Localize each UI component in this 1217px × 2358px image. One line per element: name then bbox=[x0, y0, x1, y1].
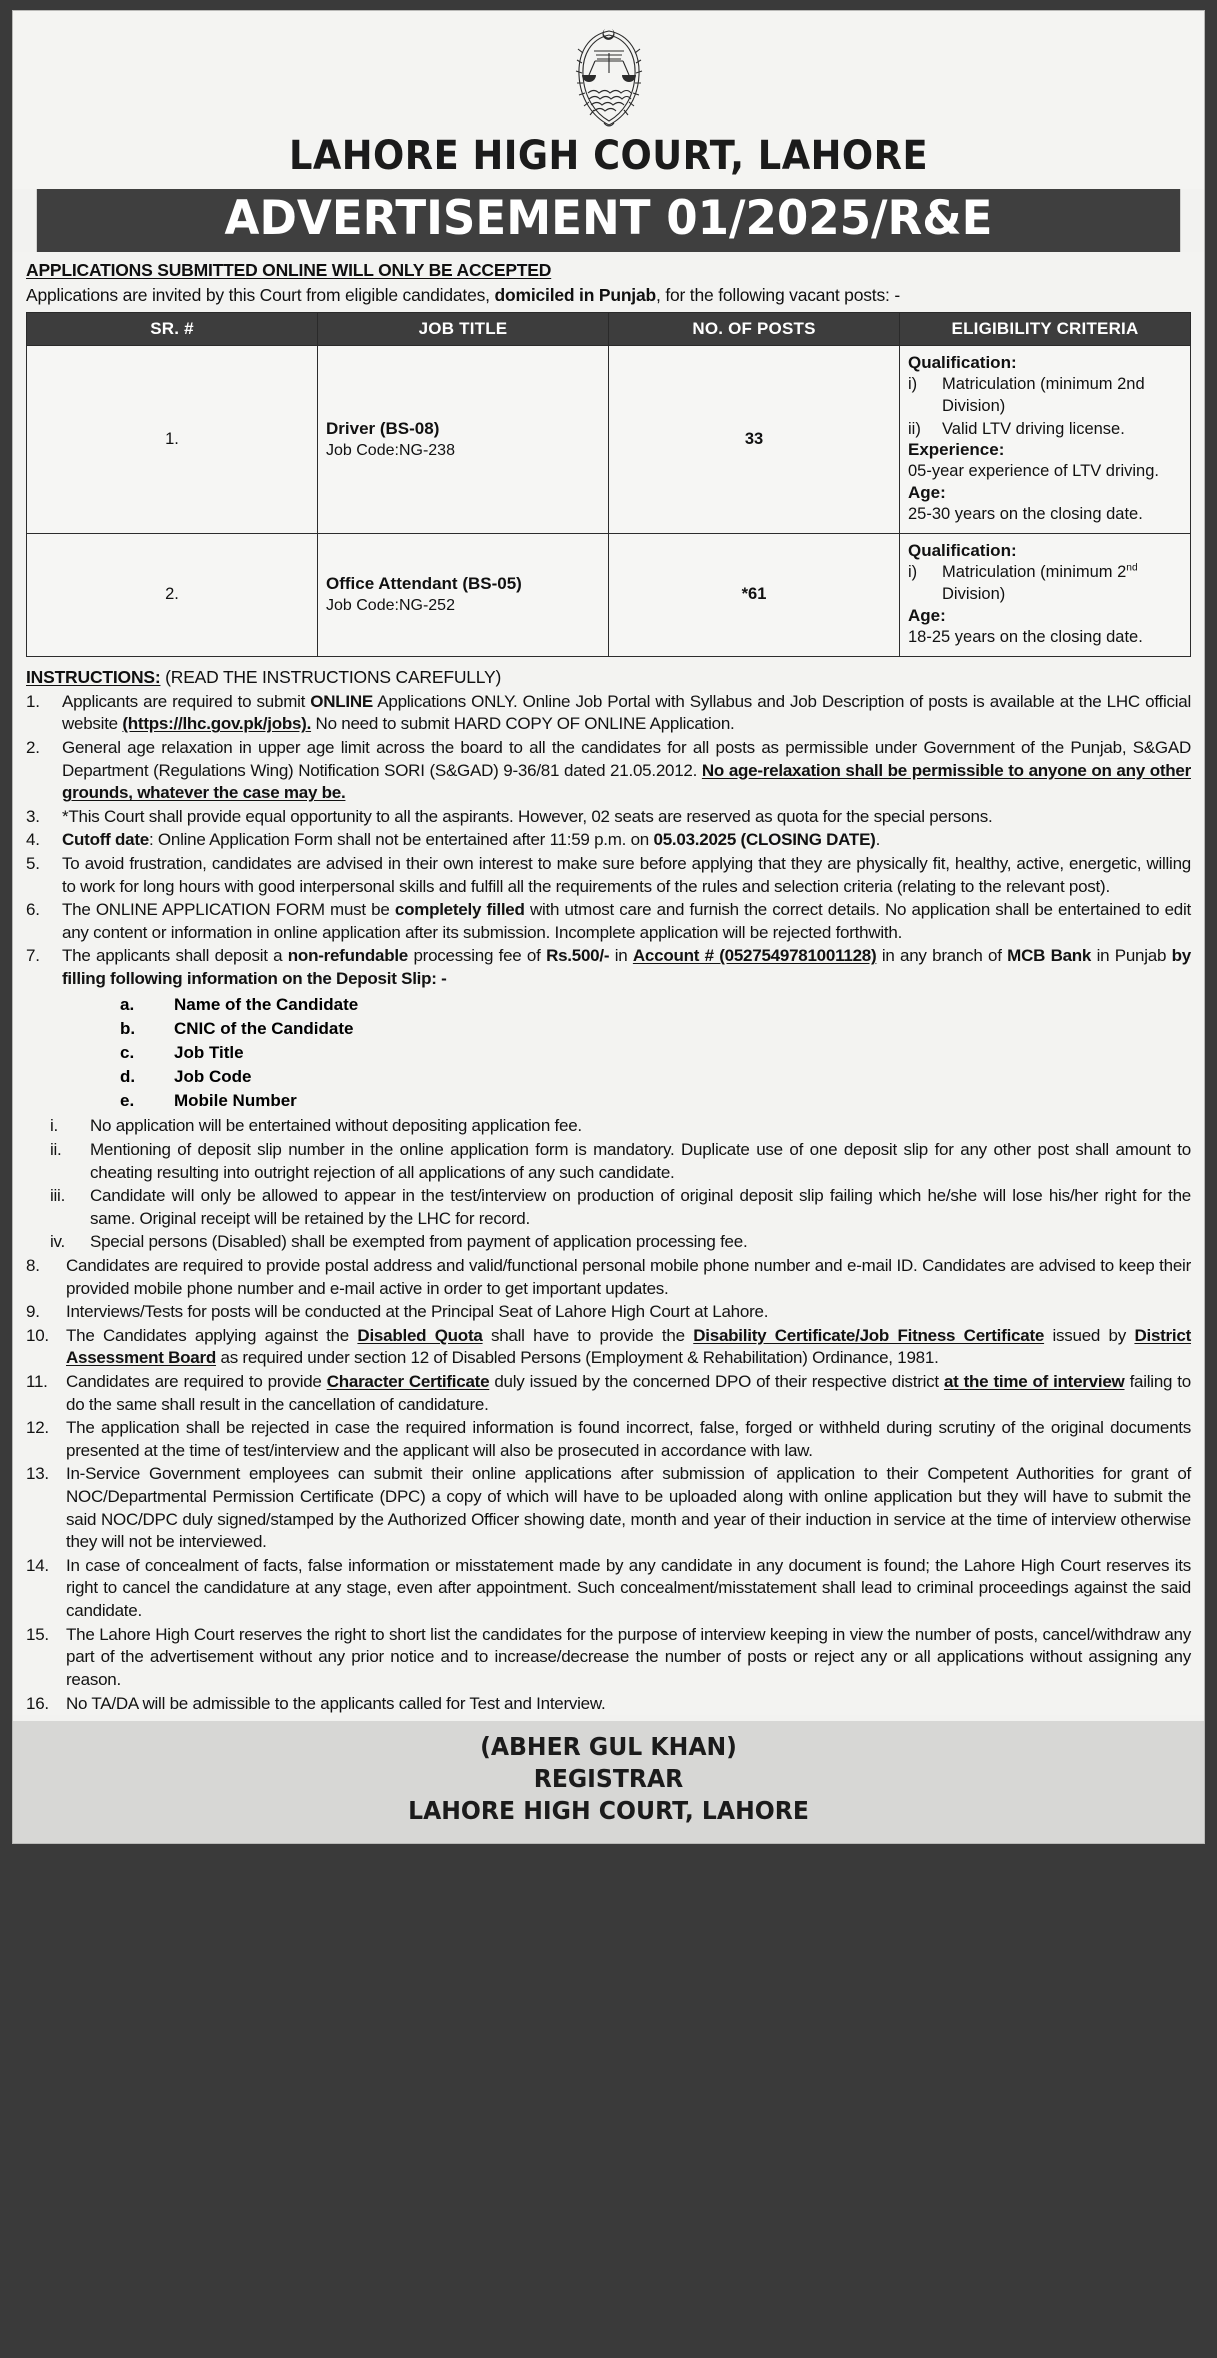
instruction-text-run: The applicants shall deposit a bbox=[62, 946, 288, 966]
instruction-text-run: District Assessment Board bbox=[66, 1325, 1192, 1368]
signatory-name: (ABHER GUL KHAN) bbox=[480, 1732, 737, 1762]
field-label: Job Code bbox=[174, 1067, 252, 1087]
instruction-text-run: *This Court shall provide equal opportunity to all the aspirants. However, 02 seats are reserved as quota for the special persons. bbox=[62, 806, 993, 826]
item-marker: i) bbox=[908, 563, 918, 582]
signatory-designation: REGISTRAR bbox=[533, 1764, 684, 1794]
instructions-label: INSTRUCTIONS: bbox=[26, 666, 161, 687]
vacant-posts-table bbox=[26, 312, 1191, 657]
instruction-text-run: shall have to provide the bbox=[482, 1325, 694, 1345]
qualification-item bbox=[908, 373, 1182, 418]
item-text: Valid LTV driving license. bbox=[942, 419, 1125, 438]
cell-job-title bbox=[318, 534, 609, 657]
instruction-text-run: Candidates are required to provide bbox=[66, 1372, 327, 1391]
fee-note-marker: iv. bbox=[50, 1232, 65, 1252]
fee-note-marker: i. bbox=[50, 1116, 58, 1136]
table-row bbox=[27, 534, 1191, 657]
signature-block bbox=[13, 1721, 1204, 1843]
field-marker: d. bbox=[120, 1067, 136, 1087]
instruction-text-run: . bbox=[875, 830, 881, 850]
instruction-body bbox=[62, 806, 1191, 829]
advertisement-title-bar: ADVERTISEMENT 01/2025/R&E bbox=[37, 189, 1180, 252]
instruction-item bbox=[26, 1255, 1191, 1300]
age-text: 25-30 years on the closing date. bbox=[908, 505, 1143, 524]
fee-note-text: Special persons (Disabled) shall be exempted from payment of application processing fee. bbox=[90, 1232, 748, 1252]
instruction-text-run: Disability Certificate/Job Fitness Certificate bbox=[693, 1325, 1045, 1345]
instruction-text-run: In-Service Government employees can submit their online applications after submission of application to their Competent Authorities for grant of NOC/Departmental Permission Certificate (DPC) a copy of which will have to be uploaded along with online application but they will have to submit the said NOC/DPC duly signed/stamped by the Authorized Officer showing date, month and year of their induction in service at the time of interview otherwise they will not be interviewed. bbox=[66, 1464, 1191, 1552]
experience-text: 05-year experience of LTV driving. bbox=[908, 461, 1159, 480]
instruction-body bbox=[66, 1325, 1191, 1370]
instruction-item bbox=[26, 1555, 1191, 1623]
instruction-body bbox=[66, 1255, 1191, 1300]
instruction-text-run: processing fee of bbox=[408, 946, 547, 966]
instruction-text-run: completely filled bbox=[394, 900, 525, 920]
cell-sr: 1. bbox=[27, 346, 318, 534]
instruction-text-run: in any branch of bbox=[876, 946, 1008, 966]
instruction-body bbox=[66, 1371, 1191, 1416]
column-header-eligibility: ELIGIBILITY CRITERIA bbox=[900, 313, 1191, 346]
instruction-number: 7. bbox=[26, 946, 40, 966]
instruction-number: 8. bbox=[26, 1255, 40, 1275]
instruction-number: 14. bbox=[26, 1555, 49, 1575]
instructions-heading bbox=[26, 663, 1191, 691]
instruction-item bbox=[26, 1417, 1191, 1462]
instruction-text-run: In case of concealment of facts, false information or misstatement made by any candidate in any document is found; the Lahore High Court reserves its right to cancel the candidature at any stage, even after appointment. Such concealment/misstatement shall lead to criminal proceedings against the said candidate. bbox=[66, 1555, 1191, 1621]
fee-note-item bbox=[26, 1139, 1191, 1184]
experience-label: Experience: bbox=[908, 439, 1005, 459]
deposit-slip-field bbox=[26, 1017, 1191, 1041]
item-marker: ii) bbox=[908, 419, 921, 438]
instruction-number: 9. bbox=[26, 1302, 40, 1322]
instruction-text-run: No TA/DA will be admissible to the applicants called for Test and Interview. bbox=[66, 1693, 606, 1713]
column-header-job-title: JOB TITLE bbox=[318, 313, 609, 346]
fee-note-item bbox=[26, 1115, 1191, 1138]
instruction-item bbox=[26, 853, 1191, 898]
masthead bbox=[13, 11, 1204, 189]
instruction-item bbox=[26, 806, 1191, 829]
instruction-text-run: by filling following information on the Deposit Slip: - bbox=[62, 946, 1191, 989]
instruction-body bbox=[62, 945, 1191, 990]
instruction-body bbox=[66, 1463, 1191, 1553]
instruction-text-run: in Punjab bbox=[1091, 946, 1172, 966]
instruction-item bbox=[26, 1463, 1191, 1553]
job-title-text: Office Attendant (BS-05) bbox=[326, 574, 522, 594]
instruction-item bbox=[26, 945, 1191, 990]
instruction-item bbox=[26, 737, 1191, 805]
instruction-body bbox=[62, 853, 1191, 898]
item-text-pre: Matriculation (minimum 2 bbox=[942, 563, 1127, 582]
instruction-text-run: Candidates are required to provide postal address and valid/functional personal mobile phone number and e-mail ID. Candidates are advised to keep their provided mobile phone number and e-mail active in order to get important updates. bbox=[66, 1255, 1191, 1298]
instruction-number: 3. bbox=[26, 806, 40, 826]
instruction-body bbox=[66, 1693, 1191, 1716]
fee-note-text: No application will be entertained without depositing application fee. bbox=[90, 1116, 582, 1136]
instruction-number: 11. bbox=[26, 1372, 48, 1391]
column-header-no-of-posts: NO. OF POSTS bbox=[609, 313, 900, 346]
instruction-text-run: MCB Bank bbox=[1007, 946, 1092, 966]
intro-line bbox=[26, 281, 1191, 312]
age-label: Age: bbox=[908, 483, 946, 503]
instruction-text-run: : Online Application Form shall not be entertained after 11:59 p.m. on bbox=[148, 830, 654, 850]
cell-sr: 2. bbox=[27, 534, 318, 657]
age-label: Age: bbox=[908, 605, 946, 625]
item-text-post: Division) bbox=[942, 585, 1006, 604]
instruction-text-run: failing to do the same shall result in the cancellation of candidature. bbox=[66, 1372, 1191, 1414]
instruction-text-run: Character Certificate bbox=[326, 1372, 490, 1391]
instruction-text-run: The Candidates applying against the bbox=[66, 1325, 358, 1345]
instruction-number: 10. bbox=[26, 1325, 49, 1345]
instruction-text-run: To avoid frustration, candidates are advised in their own interest to make sure before applying that they are physically fit, healthy, active, energetic, willing to work for long hours with good interpersonal skills and fulfill all the requirements of the rules and selection criteria (relating to the relevant post). bbox=[62, 854, 1191, 896]
instructions-list bbox=[26, 691, 1191, 991]
field-label: Mobile Number bbox=[174, 1091, 297, 1111]
online-only-notice: APPLICATIONS SUBMITTED ONLINE WILL ONLY BE ACCEPTED bbox=[26, 260, 552, 281]
field-marker: c. bbox=[120, 1042, 135, 1062]
job-title-text: Driver (BS-08) bbox=[326, 419, 440, 439]
instruction-text-run: duly issued by the concerned DPO of their respective district bbox=[489, 1372, 944, 1391]
item-text: Matriculation (minimum 2nd Division) bbox=[942, 375, 1145, 416]
instruction-item bbox=[26, 1693, 1191, 1716]
cell-job-title bbox=[318, 346, 609, 534]
job-code-text: Job Code:NG-252 bbox=[326, 597, 455, 615]
field-marker: b. bbox=[120, 1018, 136, 1038]
instruction-item bbox=[26, 691, 1191, 736]
fee-note-text: Mentioning of deposit slip number in the online application form is mandatory. Duplicate use of one deposit slip for any other post shall amount to cheating resulting into outright rejection of all applications of any such candidate. bbox=[90, 1139, 1191, 1182]
instruction-text-run: with utmost care and furnish the correct details. No application shall be entertained to edit any content or information in online application after its submission. Incomplete application will be rejected forthwith. bbox=[62, 900, 1192, 942]
table-header-row bbox=[27, 313, 1191, 346]
instruction-item bbox=[26, 1624, 1191, 1692]
instruction-item bbox=[26, 1371, 1191, 1416]
deposit-slip-fields-list bbox=[26, 993, 1191, 1114]
cell-eligibility bbox=[900, 534, 1191, 657]
field-label: CNIC of the Candidate bbox=[174, 1018, 354, 1038]
instruction-item bbox=[26, 899, 1191, 944]
column-header-sr: SR. # bbox=[27, 313, 318, 346]
instruction-number: 4. bbox=[26, 830, 40, 850]
deposit-slip-field bbox=[26, 1041, 1191, 1065]
instruction-text-run: (https://lhc.gov.pk/jobs). bbox=[122, 714, 312, 734]
instruction-text-run: Cutoff date bbox=[62, 830, 149, 850]
fee-note-item bbox=[26, 1185, 1191, 1230]
instruction-body bbox=[62, 829, 1191, 852]
instruction-text-run: Account # (0527549781001128) bbox=[632, 946, 877, 966]
instruction-text-run: 05.03.2025 (CLOSING DATE) bbox=[653, 830, 876, 850]
fee-note-text: Candidate will only be allowed to appear in the test/interview on production of original deposit slip failing which he/she will lose his/her right for the same. Original receipt will be retained by the LHC for record. bbox=[90, 1186, 1191, 1228]
instruction-text-run: issued by bbox=[1044, 1325, 1135, 1345]
instruction-text-run: Applications ONLY. Online Job Portal with Syllabus and Job Description of posts is available at the LHC official website bbox=[62, 691, 1191, 734]
instruction-text-run: No age-relaxation shall be permissible to anyone on any other grounds, whatever the case may be. bbox=[62, 760, 1191, 803]
table-row bbox=[27, 346, 1191, 534]
item-marker: i) bbox=[908, 375, 918, 394]
instruction-text-run: No need to submit HARD COPY OF ONLINE Application. bbox=[311, 714, 735, 734]
signatory-organization: LAHORE HIGH COURT, LAHORE bbox=[408, 1796, 809, 1826]
field-label: Name of the Candidate bbox=[174, 994, 359, 1014]
item-text-superscript: nd bbox=[1126, 562, 1138, 574]
intro-text-after: , for the following vacant posts: - bbox=[656, 285, 900, 306]
instruction-body bbox=[66, 1301, 1191, 1324]
deposit-slip-field bbox=[26, 993, 1191, 1017]
instruction-number: 1. bbox=[26, 691, 40, 711]
instruction-body bbox=[66, 1555, 1191, 1623]
qualification-item bbox=[908, 561, 1182, 606]
instruction-text-run: at the time of interview bbox=[943, 1372, 1125, 1391]
instruction-body bbox=[66, 1417, 1191, 1462]
deposit-slip-field bbox=[26, 1065, 1191, 1089]
cell-no-of-posts: 33 bbox=[609, 346, 900, 534]
field-marker: a. bbox=[120, 994, 135, 1014]
item-text bbox=[942, 561, 1182, 606]
intro-text-before: Applications are invited by this Court from eligible candidates, bbox=[26, 285, 495, 306]
document-body bbox=[13, 252, 1204, 1715]
instruction-text-run: Interviews/Tests for posts will be conducted at the Principal Seat of Lahore High Court at Lahore. bbox=[66, 1302, 769, 1322]
instruction-text-run: non-refundable bbox=[287, 946, 409, 966]
job-code-text: Job Code:NG-238 bbox=[326, 442, 455, 460]
instruction-text-run: as required under section 12 of Disabled Persons (Employment & Rehabilitation) Ordinance, 1981. bbox=[216, 1348, 939, 1368]
instruction-body bbox=[62, 691, 1191, 736]
lahore-high-court-crest-icon bbox=[566, 23, 652, 131]
cell-eligibility bbox=[900, 346, 1191, 534]
table-body bbox=[27, 346, 1191, 657]
instruction-number: 12. bbox=[26, 1418, 49, 1438]
instruction-item bbox=[26, 1325, 1191, 1370]
court-name: LAHORE HIGH COURT, LAHORE bbox=[288, 133, 929, 179]
advertisement-sheet bbox=[12, 10, 1205, 1844]
instruction-number: 15. bbox=[26, 1624, 49, 1644]
instructions-subtitle: (READ THE INSTRUCTIONS CAREFULLY) bbox=[160, 666, 502, 687]
instruction-text-run: Disabled Quota bbox=[357, 1325, 483, 1345]
qualification-label: Qualification: bbox=[908, 353, 1017, 373]
instruction-text-run: Rs.500/- bbox=[546, 946, 610, 966]
instruction-number: 2. bbox=[26, 737, 40, 757]
instruction-text-run: ONLINE bbox=[310, 691, 374, 711]
cell-no-of-posts: *61 bbox=[609, 534, 900, 657]
instruction-text-run: in bbox=[609, 946, 633, 966]
qualification-label: Qualification: bbox=[908, 541, 1017, 561]
instruction-item bbox=[26, 829, 1191, 852]
instruction-text-run: General age relaxation in upper age limit across the board to all the candidates for all posts as permissible under Government of the Punjab, S&GAD Department (Regulations Wing) Notification SORI (S&GAD) 9-36/81 dated 21.05.2012. bbox=[62, 737, 1191, 780]
age-text: 18-25 years on the closing date. bbox=[908, 627, 1143, 646]
instruction-number: 16. bbox=[26, 1693, 49, 1713]
deposit-slip-field bbox=[26, 1089, 1191, 1113]
instruction-text-run: The ONLINE APPLICATION FORM must be bbox=[62, 900, 395, 920]
instruction-number: 13. bbox=[26, 1464, 49, 1484]
field-marker: e. bbox=[120, 1091, 135, 1111]
instruction-body bbox=[66, 1624, 1191, 1692]
fee-notes-list bbox=[26, 1115, 1191, 1254]
qualification-item bbox=[908, 418, 1182, 440]
instruction-text-run: The application shall be rejected in case the required information is found incorrect, false, forged or withheld during scrutiny of the original documents presented at the time of test/interview and the applicant will also be prosecuted in accordance with law. bbox=[66, 1418, 1191, 1460]
instruction-body bbox=[62, 737, 1191, 805]
instructions-continued-list bbox=[26, 1255, 1191, 1715]
instruction-text-run: Applicants are required to submit bbox=[62, 691, 311, 711]
instruction-number: 5. bbox=[26, 854, 40, 874]
instruction-body bbox=[62, 899, 1191, 944]
instruction-number: 6. bbox=[26, 900, 40, 920]
instruction-text-run: The Lahore High Court reserves the right to short list the candidates for the purpose of interview keeping in view the number of posts, cancel/withdraw any part of the advertisement without any prior notice and to increase/decrease the number of posts or reject any or all applications without assigning any reason. bbox=[66, 1624, 1191, 1689]
fee-note-item bbox=[26, 1231, 1191, 1254]
intro-text-bold: domiciled in Punjab bbox=[494, 285, 656, 306]
fee-note-marker: iii. bbox=[50, 1186, 66, 1206]
field-label: Job Title bbox=[174, 1042, 244, 1062]
instruction-item bbox=[26, 1301, 1191, 1324]
fee-note-marker: ii. bbox=[50, 1139, 62, 1159]
